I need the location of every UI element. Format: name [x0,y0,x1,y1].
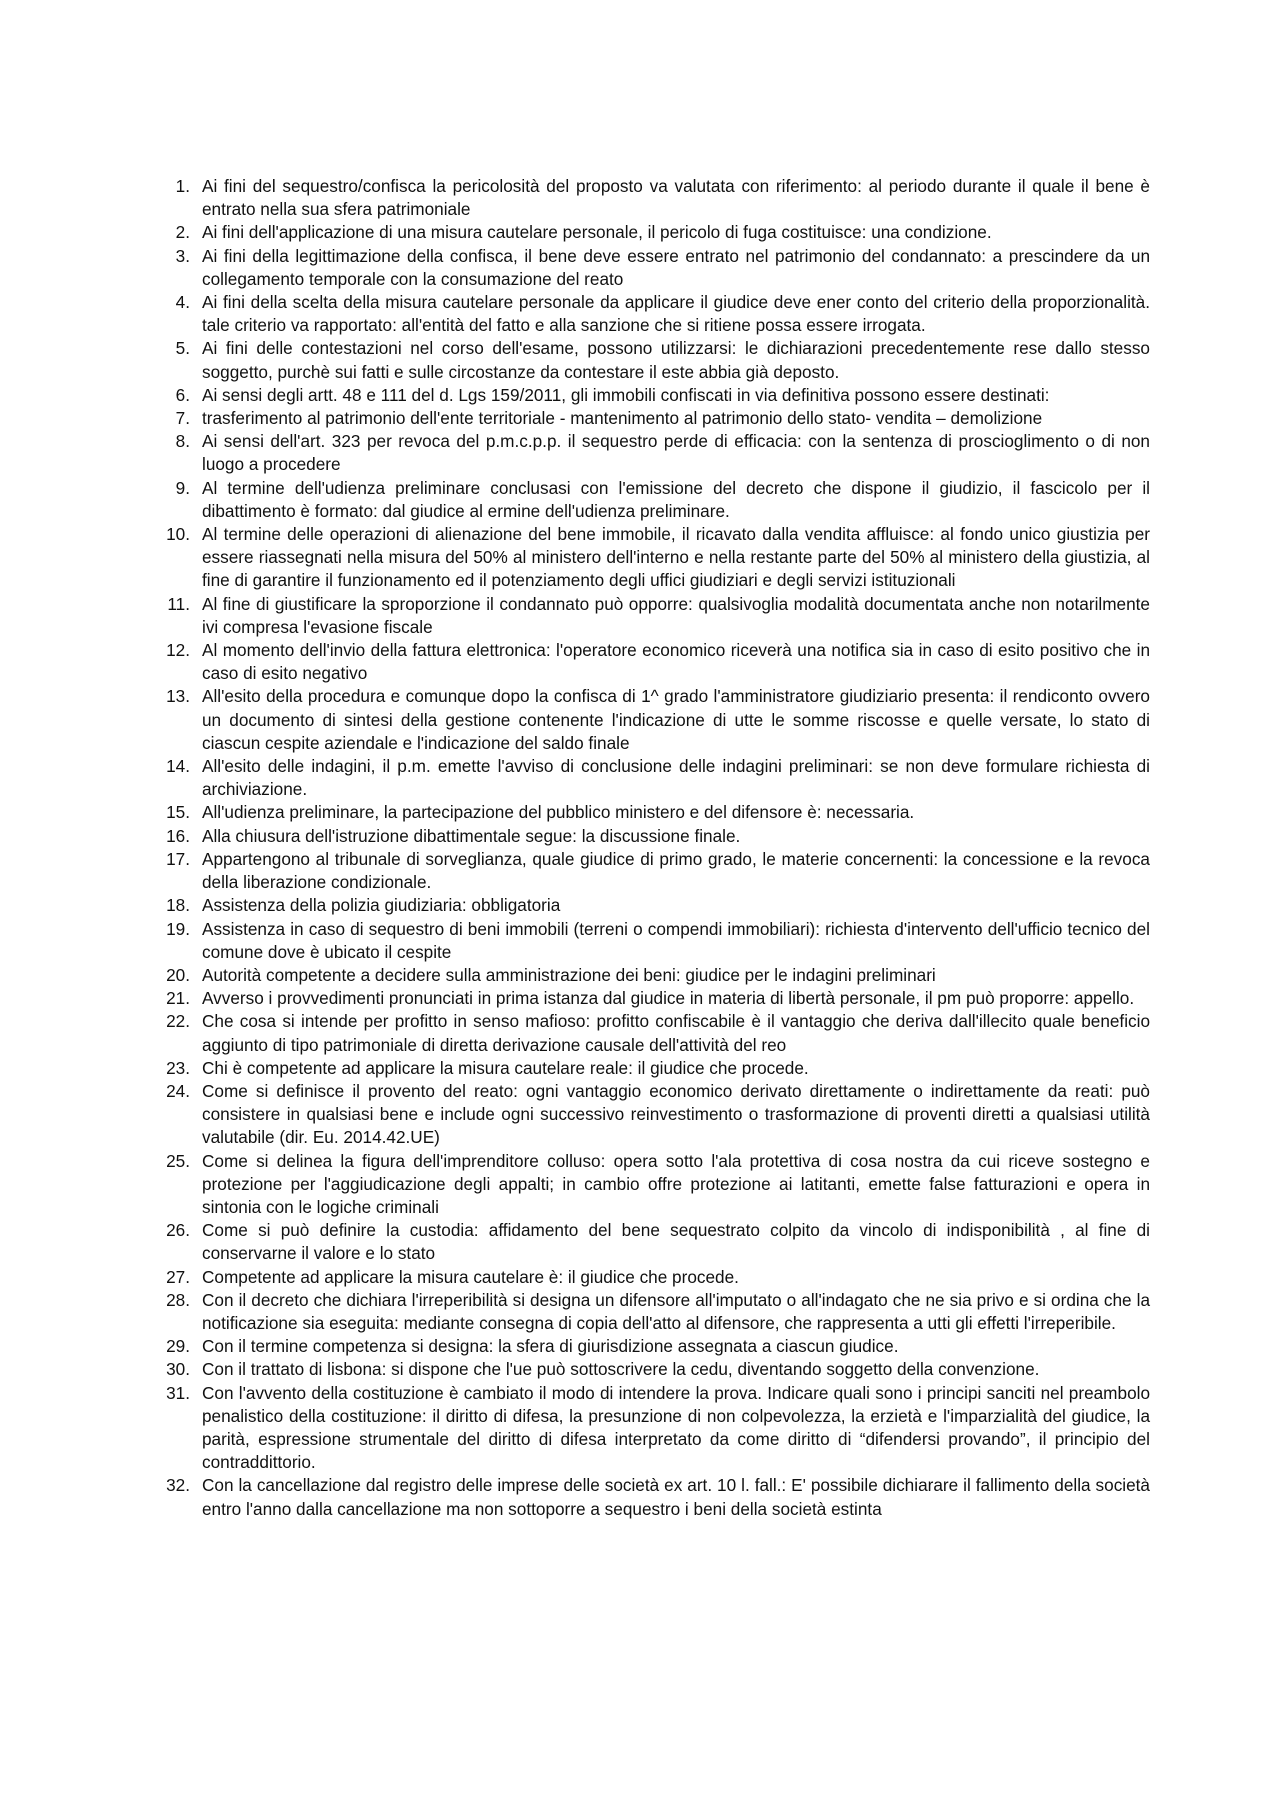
list-item [160,1010,1150,1056]
item-number: 26. [166,1220,190,1241]
list-item [160,1289,1150,1335]
item-number: 1. [175,176,190,196]
item-text: Avverso i provvedimenti pronunciati in prima istanza dal giudice in materia di libertà personale, il pm può proporre: appello. [202,988,1135,1009]
list-item [160,755,1150,801]
list-item [160,1474,1150,1520]
item-number: 30. [166,1359,190,1380]
item-number: 25. [166,1150,190,1171]
item-text: Ai fini della scelta della misura cautelare personale da applicare il giudice deve ener conto del criterio della proporzionalità. tale criterio va rapportato: all'entità del fatto e alla sanzione che si ritiene possa essere irrogata. [202,292,1150,336]
question-answer-list [160,175,1150,1521]
list-item [160,987,1150,1010]
list-item [160,477,1150,523]
item-text: Ai fini del sequestro/confisca la pericolosità del proposto va valutata con riferimento: al periodo durante il quale il bene è entrato nella sua sfera patrimoniale [202,176,1150,220]
item-number: 3. [175,245,190,266]
item-text: Come si definisce il provento del reato: ogni vantaggio economico derivato direttamente o indirettamente da reati: può consistere in qualsiasi bene e include ogni successivo reinvestimento o trasformazione di proventi diretti a qualsiasi utilità valutabile (dir. Eu. 2014.42.UE) [202,1080,1150,1148]
list-item [160,245,1150,291]
item-number: 7. [175,408,190,429]
item-text: Competente ad applicare la misura cautelare è: il giudice che procede. [202,1266,739,1287]
list-item [160,918,1150,964]
list-item [160,430,1150,476]
item-text: Al termine dell'udienza preliminare conclusasi con l'emissione del decreto che dispone il giudizio, il fascicolo per il dibattimento è formato: dal giudice al ermine dell'udienza preliminare. [202,477,1150,521]
item-number: 11. [167,593,190,614]
item-text: Con la cancellazione dal registro delle imprese delle società ex art. 10 l. fall.: E' possibile dichiarare il fallimento della società entro l'anno dalla cancellazione ma non sottoporre a sequestro i beni della società estinta [202,1475,1150,1519]
item-text: Autorità competente a decidere sulla amministrazione dei beni: giudice per le indagini preliminari [202,964,936,985]
item-text: Ai sensi dell'art. 323 per revoca del p.m.c.p.p. il sequestro perde di efficacia: con la sentenza di proscioglimento o di non luogo a procedere [202,431,1150,475]
item-number: 22. [166,1011,190,1032]
item-text: Al momento dell'invio della fattura elettronica: l'operatore economico riceverà una notifica sia in caso di esito positivo che in caso di esito negativo [202,640,1150,684]
item-number: 17. [166,848,190,869]
item-number: 19. [166,918,190,939]
item-text: Ai fini delle contestazioni nel corso dell'esame, possono utilizzarsi: le dichiarazioni precedentemente rese dallo stesso soggetto, purchè sui fatti e sulle circostanze da contestare il este abbia già deposto. [202,338,1150,382]
item-number: 27. [166,1266,190,1287]
item-text: Assistenza della polizia giudiziaria: obbligatoria [202,895,561,916]
item-number: 9. [175,477,190,498]
item-number: 20. [166,964,190,985]
item-text: Al fine di giustificare la sproporzione il condannato può opporre: qualsivoglia modalità documentata anche non notarilmente ivi compresa l'evasione fiscale [202,593,1150,637]
list-item [160,1266,1150,1289]
item-text: Che cosa si intende per profitto in senso mafioso: profitto confiscabile è il vantaggio che deriva dall'illecito quale beneficio aggiunto di tipo patrimoniale di diretta derivazione causale dell'attività del reo [202,1011,1150,1055]
list-item [160,639,1150,685]
item-text: Ai fini della legittimazione della confisca, il bene deve essere entrato nel patrimonio del condannato: a prescindere da un collegamento temporale con la consumazione del reato [202,245,1150,289]
list-item [160,1150,1150,1220]
item-number: 6. [175,384,190,405]
item-text: Con il trattato di lisbona: si dispone che l'ue può sottoscrivere la cedu, diventando soggetto della convenzione. [202,1359,1040,1380]
list-item [160,337,1150,383]
list-item [160,1080,1150,1150]
item-text: All'udienza preliminare, la partecipazione del pubblico ministero e del difensore è: necessaria. [202,802,915,823]
item-number: 5. [175,338,190,359]
list-item [160,685,1150,755]
item-number: 29. [166,1336,190,1357]
item-number: 28. [166,1289,190,1310]
item-text: All'esito delle indagini, il p.m. emette l'avviso di conclusione delle indagini preliminari: se non deve formulare richiesta di archiviazione. [202,756,1150,800]
list-item [160,221,1150,244]
list-item [160,848,1150,894]
list-item [160,801,1150,824]
item-text: Assistenza in caso di sequestro di beni immobili (terreni o compendi immobiliari): richiesta d'intervento dell'ufficio tecnico del comune dove è ubicato il cespite [202,918,1150,962]
item-text: Appartengono al tribunale di sorveglianza, quale giudice di primo grado, le materie concernenti: la concessione e la revoca della liberazione condizionale. [202,848,1150,893]
item-text: Con il termine competenza si designa: la sfera di giurisdizione assegnata a ciascun giudice. [202,1336,899,1357]
list-item [160,1057,1150,1080]
item-text: trasferimento al patrimonio dell'ente territoriale - mantenimento al patrimonio dello stato- vendita – demolizione [202,408,1043,429]
item-number: 18. [166,895,190,916]
item-number: 31. [166,1382,190,1403]
item-number: 16. [166,825,190,846]
list-item [160,523,1150,593]
item-text: All'esito della procedura e comunque dopo la confisca di 1^ grado l'amministratore giudiziario presenta: il rendiconto ovvero un documento di sintesi della gestione contenente l'indicazione di utte le somme riscosse e quelle versate, lo stato di ciascun cespite aziendale e l'indicazione del saldo finale [202,686,1150,753]
item-number: 2. [175,222,190,243]
list-item [160,384,1150,407]
item-text: Ai sensi degli artt. 48 e 111 del d. Lgs 159/2011, gli immobili confiscati in via definitiva possono essere destinati: [202,384,1050,405]
list-item [160,593,1150,639]
item-number: 10. [166,524,190,545]
item-text: Come si può definire la custodia: affidamento del bene sequestrato colpito da vincolo di indisponibilità , al fine di conservarne il valore e lo stato [202,1220,1150,1264]
list-item [160,964,1150,987]
item-number: 21. [166,988,190,1009]
item-number: 23. [166,1057,190,1078]
item-text: Alla chiusura dell'istruzione dibattimentale segue: la discussione finale. [202,825,741,846]
item-text: Ai fini dell'applicazione di una misura cautelare personale, il pericolo di fuga costituisce: una condizione. [202,222,992,243]
list-item [160,1335,1150,1358]
list-item [160,175,1150,221]
item-number: 12. [166,640,190,661]
list-item [160,1358,1150,1381]
item-text: Chi è competente ad applicare la misura cautelare reale: il giudice che procede. [202,1057,809,1078]
item-number: 13. [166,686,190,707]
list-item [160,407,1150,430]
item-text: Con l'avvento della costituzione è cambiato il modo di intendere la prova. Indicare quali sono i principi sanciti nel preambolo penalistico della costituzione: il diritto di difesa, la presunzione di non colpevolezza, la erzietà e l'imparzialità del giudice, la parità, espressione strumentale del diritto di difesa interpretato da come diritto di “difendersi provando”, il principio del contraddittorio. [202,1382,1150,1473]
list-item [160,291,1150,337]
item-number: 4. [175,292,190,313]
item-number: 32. [166,1475,190,1496]
list-item [160,825,1150,848]
list-item [160,1219,1150,1265]
item-number: 15. [166,802,190,823]
item-number: 14. [166,756,190,777]
item-text: Con il decreto che dichiara l'irreperibilità si designa un difensore all'imputato o all'indagato che ne sia privo e si ordina che la notificazione sia eseguita: mediante consegna di copia dell'atto al difensore, che rappresenta a utti gli effetti l'irreperibile. [202,1289,1150,1333]
item-number: 24. [166,1080,190,1101]
list-item [160,1382,1150,1475]
item-text: Come si delinea la figura dell'imprenditore colluso: opera sotto l'ala protettiva di cosa nostra da cui riceve sostegno e protezione per l'aggiudicazione degli appalti; in cambio offre protezione ai latitanti, emette false fatturazioni e opera in sintonia con le logiche criminali [202,1150,1150,1217]
item-number: 8. [175,431,190,452]
list-item [160,894,1150,917]
item-text: Al termine delle operazioni di alienazione del bene immobile, il ricavato dalla vendita affluisce: al fondo unico giustizia per essere riassegnati nella misura del 50% al ministero dell'interno e nella restante parte del 50% al ministero della giustizia, al fine di garantire il funzionamento ed il potenziamento degli uffici giudiziari e degli servizi istituzionali [202,524,1150,591]
